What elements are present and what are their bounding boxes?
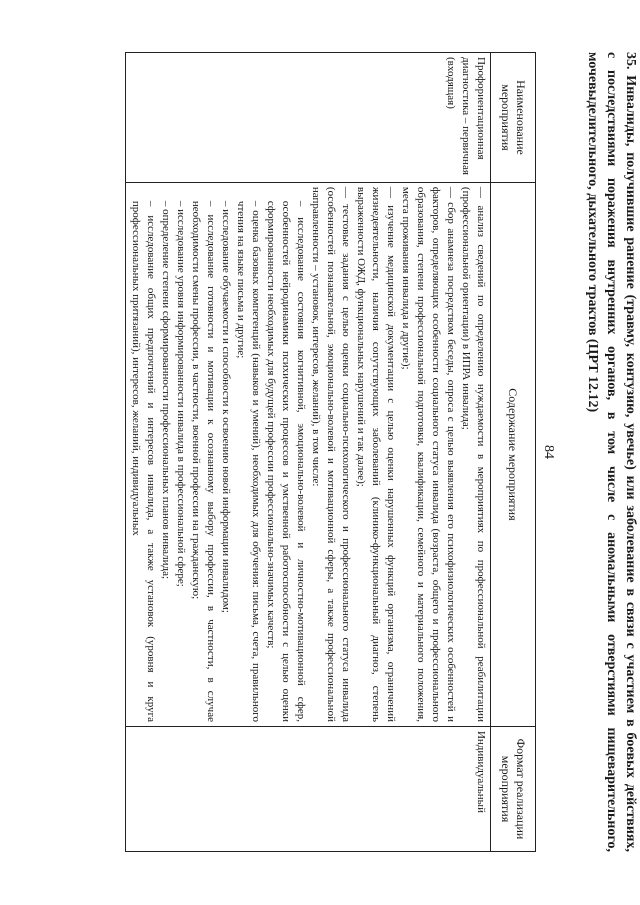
rotated-page-content (80, 52, 640, 852)
heading-line-3: мочевыделительного, дыхательного трактов (ЦРТ 12.12) (585, 52, 600, 413)
content-item: — тестовые задания с целью оценки социально-психологического и профессионального статуса инвалида (особенностей познавательной, эмоционально-волевой и мотивационной сферы, а также профессиональной направленности – установок, интересов, желаний), в том числе: (310, 186, 352, 722)
header-content: Содержание мероприятия (491, 182, 536, 726)
header-format: Формат реализации мероприятия (491, 726, 536, 851)
content-item: – определение степени сформированности профессиональных планов инвалида; (160, 200, 172, 580)
header-name: Наименование мероприятия (491, 53, 536, 183)
content-item: – исследование обучаемости и способности к освоению новой информации инвалидом; (220, 200, 232, 613)
content-item: — анализ сведений по определению нуждаемости в мероприятиях по профессиональной реабилитации (профессиональной ориентации) в ИПРА инвалида; (460, 186, 487, 722)
table-row (126, 53, 491, 852)
section-heading (544, 52, 640, 852)
heading-line-1: 35. Инвалиды, получившие ранение (травму, контузию, увечье) или заболевание в связи с участием в боевых действиях, (623, 52, 638, 852)
content-item: – исследование уровня информированности инвалида в профессиональной сфере; (175, 200, 187, 587)
cell-format: Индивидуальный (126, 726, 491, 851)
table-header-row (491, 53, 536, 852)
measures-table (125, 52, 536, 852)
page-number: 84 (541, 445, 556, 459)
content-item: – исследование общих предпочтений и интересов инвалида, а также установок (уровня и круга профессиональных притязаний), интересов, желаний, индивидуальных (130, 200, 157, 722)
content-item: – исследование готовности и мотивации к осознанному выбору профессии, в частности, в случае необходимости смены профессии, в частности, военной профессии на гражданскую; (190, 200, 217, 722)
content-item: — сбор анамнеза посредством беседы, опроса с целью выявления его психофизиологических особенностей и факторов, определяющих особенности социального статуса инвалида (возраста, общего и профессионального образования, степени профессиональной подготовки, квалификации, семейного и материального положения, места проживания инвалида и другие); (400, 186, 457, 722)
heading-line-2: с последствиями поражения внутренних органов, в том числе с аномальными отверстиями пищеварительного, (604, 52, 619, 852)
cell-content (126, 182, 491, 726)
cell-name: Профориентационная диагностика – первичная (входящая) (126, 53, 491, 183)
content-item: – исследование состояния когнитивной, эмоционально-волевой и личностно-мотивационной сфер, особенностей нейродинамики психических процессов и умственной работоспособности с целью оценки сформированности необходимых для будущей профессии профессионально-значимых качеств; (265, 200, 307, 722)
content-item: — изучение медицинской документации с целью оценки нарушенных функций организма, ограничений жизнедеятельности, наличия сопутствующих заболеваний (клинико-функциональный диагноз, степень выраженности ОЖД, функциональных нарушений и так далее); (355, 186, 397, 722)
content-item: – оценка базовых компетенций (навыков и умений), необходимых для обучения: письма, счета, правильного чтения на языке письма и другие; (235, 200, 262, 722)
